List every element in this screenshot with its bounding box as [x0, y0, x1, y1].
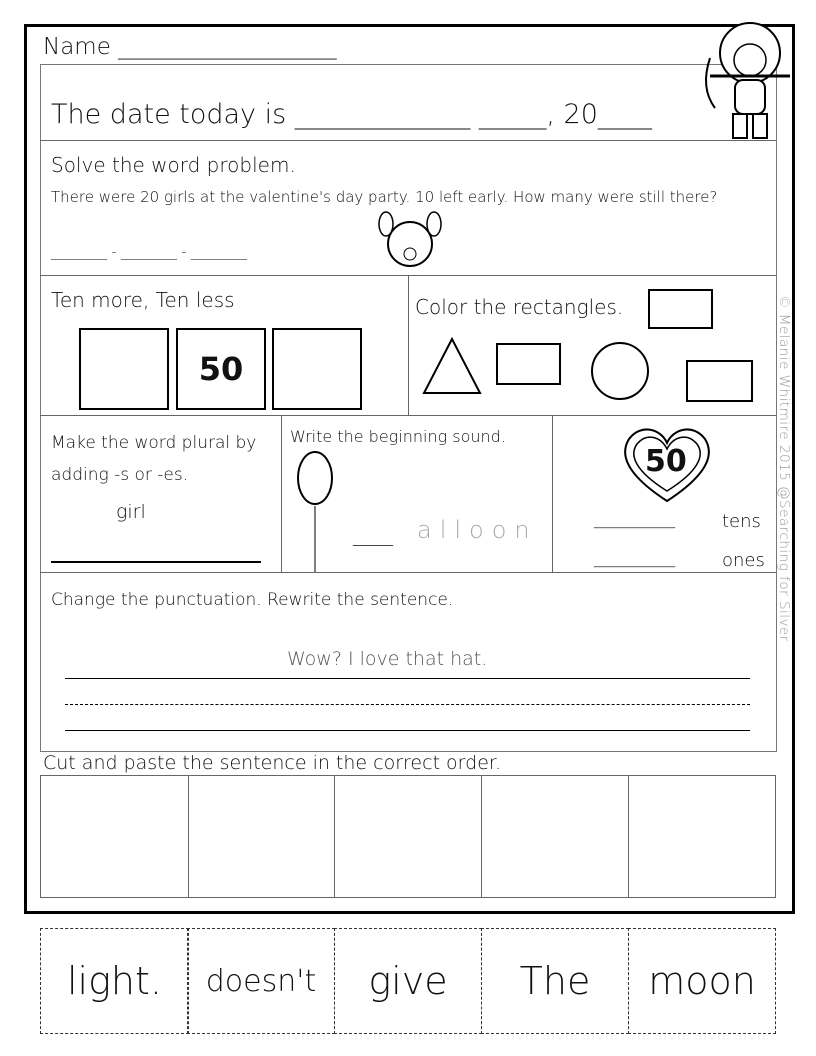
writing-line-top[interactable]: [65, 678, 750, 679]
word-problem-title: Solve the word problem.: [51, 153, 296, 177]
number-box: 50: [176, 328, 266, 410]
cut-paste-title: Cut and paste the sentence in the correct order.: [43, 752, 502, 774]
ones-label: ones: [722, 550, 765, 571]
girl-face-illustration: [378, 210, 442, 272]
plural-title-line1: Make the word plural by: [51, 433, 257, 453]
rectangle-shape[interactable]: [687, 361, 752, 401]
writing-line-bottom[interactable]: [65, 730, 750, 731]
tens-label: tens: [722, 511, 761, 532]
paste-box[interactable]: [628, 775, 776, 898]
ten-more-box[interactable]: [272, 328, 362, 410]
ten-less-box[interactable]: [79, 328, 169, 410]
plural-title-line2: adding -s or -es.: [51, 465, 189, 485]
divider: [40, 415, 776, 416]
plural-word: girl: [116, 501, 146, 523]
traced-word: alloon: [417, 516, 538, 544]
word-card[interactable]: moon: [628, 928, 776, 1034]
name-field[interactable]: Name ___________________: [43, 34, 337, 60]
cupid-illustration: [695, 18, 805, 146]
rectangles-title: Color the rectangles.: [415, 295, 624, 319]
triangle-shape[interactable]: [424, 339, 480, 393]
divider: [552, 415, 553, 572]
divider: [281, 415, 282, 572]
word-problem-text: There were 20 girls at the valentine's day party. 10 left early. How many were still there?: [51, 188, 718, 206]
divider: [40, 140, 776, 141]
beginning-sound-title: Write the beginning sound.: [290, 427, 506, 446]
beginning-sound-blank[interactable]: ____: [353, 522, 393, 546]
plural-answer-line[interactable]: [51, 561, 261, 563]
ten-more-less-title: Ten more, Ten less: [51, 288, 235, 312]
divider: [408, 275, 409, 415]
word-card[interactable]: light.: [40, 928, 189, 1034]
punctuation-title: Change the punctuation. Rewrite the sentence.: [51, 590, 454, 610]
writing-line-mid[interactable]: [65, 704, 750, 705]
word-card[interactable]: give: [334, 928, 482, 1034]
rectangle-sample: [648, 289, 713, 329]
punctuation-sentence: Wow? I love that hat.: [287, 648, 488, 670]
paste-box[interactable]: [334, 775, 482, 898]
shapes-group: [420, 335, 760, 405]
rectangle-shape[interactable]: [497, 344, 560, 384]
paste-box[interactable]: [481, 775, 629, 898]
paste-box[interactable]: [40, 775, 189, 898]
date-field[interactable]: The date today is _____________ _____, 20____: [51, 99, 652, 130]
circle-shape[interactable]: [592, 343, 648, 399]
copyright-watermark: © Melanie Whitmire 2015 @Searching for Silver: [776, 295, 792, 642]
paste-box[interactable]: [188, 775, 335, 898]
divider: [40, 572, 776, 573]
equation-blanks[interactable]: ________ - ________ - ________: [51, 244, 247, 260]
tens-blank[interactable]: _________: [594, 508, 675, 529]
heart-number: 50: [645, 444, 687, 479]
ones-blank[interactable]: _________: [594, 547, 675, 568]
balloon-icon: [295, 448, 335, 572]
word-card[interactable]: doesn't: [187, 928, 335, 1034]
word-card[interactable]: The: [481, 928, 629, 1034]
